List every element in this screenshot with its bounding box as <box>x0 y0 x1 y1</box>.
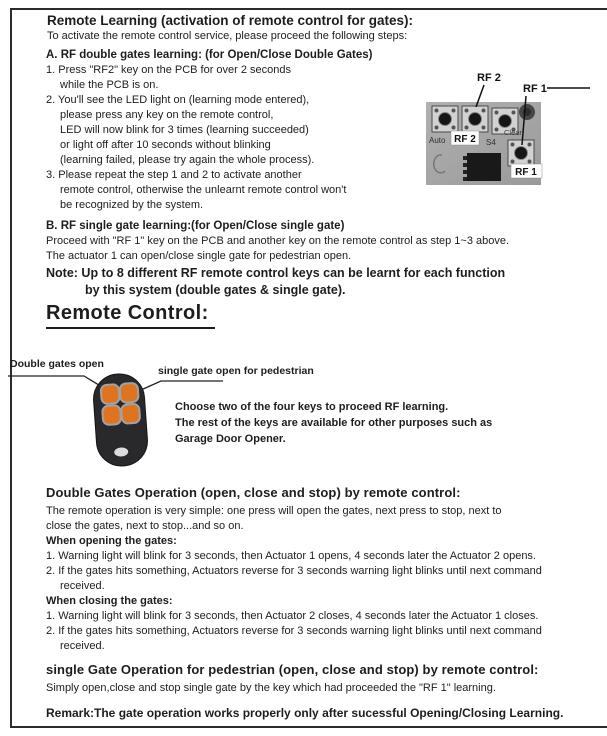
para-line: The remote operation is very simple: one press will open the gates, next press to stop, next to <box>46 505 502 517</box>
step-line: LED will now blink for 3 times (learning succeeded) <box>60 124 309 136</box>
double-gates-operation <box>46 485 542 654</box>
choose-line: The rest of the keys are available for other purposes such as <box>175 417 493 429</box>
pcb-callout-rf1: RF 1 <box>523 83 547 95</box>
pcb-label-auto: Auto <box>429 136 446 145</box>
step-line: be recognized by the system. <box>60 199 204 211</box>
step-line: 1. Press "RF2" key on the PCB for over 2 seconds <box>46 64 292 76</box>
remote-transmitter <box>92 372 149 467</box>
note-line: Note: Up to 8 different RF remote control keys can be learnt for each function <box>46 266 506 280</box>
pcb-label-clear: Clear <box>504 128 522 137</box>
remark-text: Remark:The gate operation works properly only after sucessful Opening/Closing Learning. <box>46 706 564 720</box>
step-line: or light off after 10 seconds without blinking <box>60 139 271 151</box>
pcb-label-rf1: RF 1 <box>515 167 537 178</box>
section-b <box>46 218 509 264</box>
step-line: please press any key on the remote control, <box>60 109 274 121</box>
intro-text: To activate the remote control service, please proceed the following steps: <box>47 30 408 42</box>
closing-line: 1. Warning light will blink for 3 seconds, then Actuator 2 closes, 4 seconds later the Actuator 1 closes. <box>46 610 539 622</box>
pcb-callout-rf2: RF 2 <box>477 72 501 84</box>
section-a <box>46 47 373 213</box>
double-gates-heading: Double Gates Operation (open, close and stop) by remote control: <box>46 485 461 500</box>
remote-button-top-right <box>119 383 138 403</box>
header-block <box>47 12 413 44</box>
pcb-label-rf2: RF 2 <box>454 134 476 145</box>
page-title: Remote Learning (activation of remote control for gates): <box>47 13 414 28</box>
opening-line: received. <box>60 580 105 592</box>
step-line: 3. Please repeat the step 1 and 2 to activate another <box>46 169 302 181</box>
step-line: 2. You'll see the LED light on (learning mode entered), <box>46 94 310 106</box>
section-a-heading: A. RF double gates learning: (for Open/Close Double Gates) <box>46 49 373 61</box>
single-gate-heading: single Gate Operation for pedestrian (open, close and stop) by remote control: <box>46 662 539 677</box>
opening-heading: When opening the gates: <box>46 535 177 547</box>
pcb-figure <box>420 65 607 190</box>
choose-line: Choose two of the four keys to proceed RF learning. <box>175 401 449 413</box>
closing-heading: When closing the gates: <box>46 595 173 607</box>
step-line: (learning failed, please try again the whole process). <box>60 154 315 166</box>
step-line: remote control, otherwise the unlearnt remote control won't <box>60 184 347 196</box>
pcb-ic-chip <box>463 153 501 181</box>
remote-button-bottom-left <box>102 405 121 425</box>
closing-line: received. <box>60 640 105 652</box>
pcb-label-s4: S4 <box>486 138 496 147</box>
note-line: by this system (double gates & single gate). <box>85 283 346 297</box>
para-line: close the gates, next to stop...and so on. <box>46 520 244 532</box>
single-gate-body: Simply open,close and stop single gate by the key which had proceeded the "RF 1" learning. <box>46 682 496 694</box>
label-double-gates-open: Double gates open <box>10 358 104 370</box>
section-b-line: Proceed with "RF 1" key on the PCB and another key on the remote control as step 1~3 above. <box>46 235 510 247</box>
step-line: while the PCB is on. <box>60 79 159 91</box>
remote-control-heading: Remote Control: <box>46 302 215 329</box>
remote-button-bottom-right <box>121 404 140 424</box>
pcb-switch-rf1 <box>508 140 534 166</box>
choose-keys-block <box>175 399 492 447</box>
opening-line: 2. If the gates hits something, Actuators reverse for 3 seconds warning light blinks until next command <box>46 565 542 577</box>
pcb-switch-rf2 <box>462 106 488 132</box>
remote-button-top-left <box>101 384 120 404</box>
section-b-heading: B. RF single gate learning:(for Open/Close single gate) <box>46 220 345 232</box>
label-single-gate-open: single gate open for pedestrian <box>158 365 314 377</box>
section-b-line: The actuator 1 can open/close single gate for pedestrian open. <box>46 250 352 262</box>
opening-line: 1. Warning light will blink for 3 seconds, then Actuator 1 opens, 4 seconds later the Actuator 2 opens. <box>46 550 536 562</box>
closing-line: 2. If the gates hits something, Actuators reverse for 3 seconds warning light blinks until next command <box>46 625 542 637</box>
single-gate-operation <box>46 662 538 696</box>
single-gate-callout-line <box>141 381 223 390</box>
pcb-switch-1 <box>432 106 458 132</box>
note-block <box>46 265 505 299</box>
remote-control-heading-wrap <box>46 302 215 329</box>
choose-line: Garage Door Opener. <box>175 433 286 445</box>
